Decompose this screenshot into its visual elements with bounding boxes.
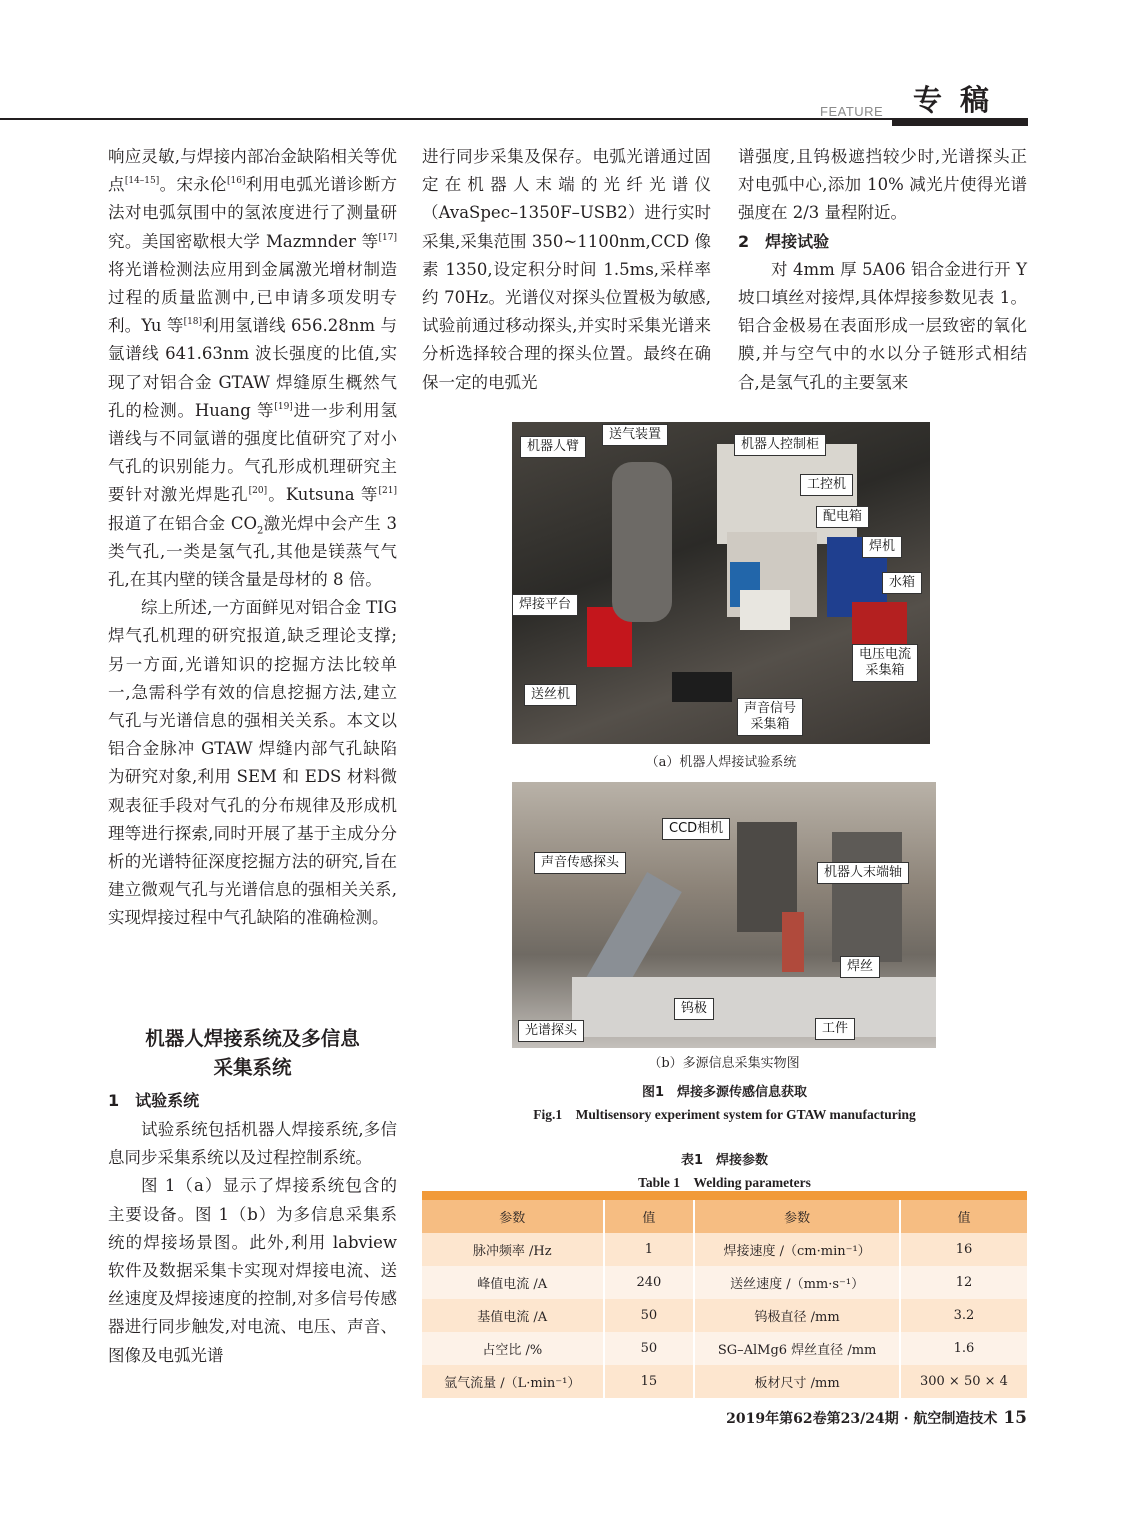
subscript: 2 (257, 524, 264, 536)
label-water-tank: 水箱 (882, 572, 922, 594)
right-column (738, 143, 1027, 397)
page-number: 15 (1003, 1408, 1027, 1428)
table-cell: 1.6 (900, 1332, 1027, 1365)
citation: [14–15] (124, 176, 160, 187)
label-ccd-camera: CCD相机 (662, 818, 730, 840)
citation: [20] (248, 486, 268, 497)
table-row (422, 1266, 1027, 1299)
water-tank-shape (852, 602, 907, 647)
welding-parameters-table (422, 1191, 1027, 1398)
table-cell: 送丝速度 /（mm·s⁻¹） (694, 1266, 900, 1299)
photo-multi-source-acquisition (512, 782, 936, 1048)
right-paragraph-2: 对 4mm 厚 5A06 铝合金进行开 Y 坡口填丝对接焊,具体焊接参数见表 1。铝合金极易在表面形成一层致密的氧化膜,并与空气中的水以分子链形式相结合,是氢气孔的主要氢来 (738, 259, 1027, 392)
table-cell: 脉冲频率 /Hz (422, 1233, 604, 1266)
citation: [21] (378, 486, 397, 497)
table-cell: 占空比 /% (422, 1332, 604, 1365)
workpiece-shape (572, 977, 936, 1037)
table-cell: 焊接速度 /（cm·min⁻¹） (694, 1233, 900, 1266)
table-cell: 12 (900, 1266, 1027, 1299)
robot-arm-shape (612, 462, 672, 622)
robot-axis-shape (832, 832, 902, 962)
citation: [16] (226, 176, 246, 187)
table-header-cell: 值 (900, 1196, 1027, 1234)
subsection-heading-2: 2 焊接试验 (738, 231, 830, 251)
label-sound-box: 声音信号 采集箱 (737, 698, 803, 736)
header-feature-label: FEATURE (820, 104, 884, 119)
label-sound-probe: 声音传感探头 (534, 852, 626, 874)
table-title-cn: 表1 焊接参数 (680, 1153, 769, 1168)
figure-title-cn: 图1 焊接多源传感信息获取 (641, 1085, 808, 1100)
table-row (422, 1233, 1027, 1266)
citation: [19] (274, 401, 293, 412)
middle-column (422, 143, 711, 397)
table-cell: 板材尺寸 /mm (694, 1365, 900, 1398)
table-title-en: Table 1 Welding parameters (638, 1175, 811, 1190)
caption-figure-a: （a）机器人焊接试验系统 (645, 755, 797, 770)
label-workpiece: 工件 (815, 1018, 855, 1040)
table-cell: 基值电流 /A (422, 1299, 604, 1332)
left-paragraph-2: 综上所述,一方面鲜见对铝合金 TIG 焊气孔机理的研究报道,缺乏理论支撑;另一方面,光谱知识的挖掘方法比较单一,急需科学有效的信息挖掘方法,建立气孔与光谱信息的强相关关系。本文以铝合金脉冲 GTAW 焊缝内部气孔缺陷为研究对象,利用 SEM 和 EDS 材料微观表征手段对气孔的分布规律及形成机理等进行探索,同时开展了基于主成分分析的光谱特征深度挖掘方法的研究,旨在建立微观气孔与光谱信息的强相关关系,实现焊接过程中气孔缺陷的准确检测。 (108, 598, 397, 928)
table-header-cell: 值 (604, 1196, 695, 1234)
table-cell: 15 (604, 1365, 695, 1398)
caption-figure-b: （b）多源信息采集实物图 (648, 1056, 800, 1071)
table-cell: 1 (604, 1233, 695, 1266)
keyboard-shape (740, 590, 790, 630)
middle-paragraph-1: 进行同步采集及保存。电弧光谱通过固定在机器人末端的光纤光谱仪（AvaSpec–1350F–USB2）进行实时采集,采集范围 350~1100nm,CCD 像素 1350,设定积分时间 1.5ms,采样率约 70Hz。光谱仪对探头位置极为敏感,试验前通过移动探头,并实时采集光谱来分析选择较合理的探头位置。最终在确保一定的电弧光 (422, 147, 711, 392)
label-gas-device: 送气装置 (602, 424, 668, 446)
label-power-box: 配电箱 (816, 506, 869, 528)
label-spectral-probe: 光谱探头 (518, 1020, 584, 1042)
table-cell: 50 (604, 1299, 695, 1332)
table-row (422, 1299, 1027, 1332)
label-voltage-current-box: 电压电流 采集箱 (852, 644, 918, 682)
subsection-1-paragraph-2: 图 1（a）显示了焊接系统包含的主要设备。图 1（b）为多信息采集系统的焊接场景图。此外,利用 labview 软件及数据采集卡实现对焊接电流、送丝速度及焊接速度的控制,对多信号传感器进行同步触发,对电流、电压、声音、图像及电弧光谱 (108, 1176, 397, 1365)
left-column-lower (108, 1116, 397, 1370)
left-paragraph-1: 响应灵敏,与焊接内部冶金缺陷相关等优点[14–15]。宋永伦[16]利用电弧光谱诊断方法对电弧氛围中的氢浓度进行了测量研究。美国密歇根大学 Mazmnder 等[17]将光谱检测法应用到金属激光增材制造过程的质量监测中,已申请多项发明专利。Yu 等[18]利用氢谱线 656.28nm 与氩谱线 641.63nm 波长强度的比值,实现了对铝合金 GTAW 焊缝原生概然气孔的检测。Huang 等[19]进一步利用氢谱线与不同氩谱的强度比值研究了对小气孔的识别能力。气孔形成机理研究主要针对激光焊匙孔[20]。Kutsuna 等[21]报道了在铝合金 $CO_2$激光焊中会产生 3 类气孔,一类是氢气孔,其他是镁蒸气气孔,在其内壁的镁含量是母材的 8 倍。 (108, 147, 398, 590)
figure-title-en: Fig.1 Multisensory experiment system for GTAW manufacturing (533, 1107, 916, 1122)
sound-box-shape (672, 672, 732, 702)
label-wire-feeder: 送丝机 (524, 684, 577, 706)
citation: [18] (183, 317, 203, 328)
subsection-1-paragraph-1: 试验系统包括机器人焊接系统,多信息同步采集系统以及过程控制系统。 (108, 1120, 397, 1168)
table-cell: 3.2 (900, 1299, 1027, 1332)
label-robot-end-axis: 机器人末端轴 (817, 862, 909, 884)
table-cell: 峰值电流 /A (422, 1266, 604, 1299)
table-row (422, 1365, 1027, 1398)
table-cell: 16 (900, 1233, 1027, 1266)
table-cell: 钨极直径 /mm (694, 1299, 900, 1332)
photo-robot-welding-system (512, 422, 930, 744)
left-column (108, 143, 397, 933)
table-row (422, 1332, 1027, 1365)
header-section-tag: 专稿 (892, 80, 1028, 126)
page-footer (640, 1408, 1027, 1428)
table-cell: 240 (604, 1266, 695, 1299)
table-header-cell: 参数 (694, 1196, 900, 1234)
label-platform: 焊接平台 (512, 594, 578, 616)
right-paragraph-1: 谱强度,且钨极遮挡较少时,光谱探头正对电弧中心,添加 10% 减光片使得光谱强度在 2/3 量程附近。 (738, 147, 1027, 223)
table-cell: SG–AlMg6 焊丝直径 /mm (694, 1332, 900, 1365)
citation: [17] (378, 232, 397, 243)
label-tungsten: 钨极 (674, 998, 714, 1020)
label-welder: 焊机 (862, 536, 902, 558)
table-header-cell: 参数 (422, 1196, 604, 1234)
table-cell: 300 × 50 × 4 (900, 1365, 1027, 1398)
subsection-heading-1: 1 试验系统 (108, 1091, 200, 1110)
table-cell: 50 (604, 1332, 695, 1365)
table-header-row (422, 1196, 1027, 1234)
label-ipc: 工控机 (800, 474, 853, 496)
section-title: 机器人焊接系统及多信息 采集系统 (145, 1027, 360, 1079)
label-robot-cabinet: 机器人控制柜 (734, 434, 826, 456)
journal-issue: 2019年第62卷第23/24期 · 航空制造技术 (726, 1411, 998, 1427)
label-robot-arm: 机器人臂 (520, 436, 586, 458)
table-cell: 氩气流量 /（L·min⁻¹） (422, 1365, 604, 1398)
torch-shape (782, 912, 804, 972)
label-filler-wire: 焊丝 (840, 956, 880, 978)
